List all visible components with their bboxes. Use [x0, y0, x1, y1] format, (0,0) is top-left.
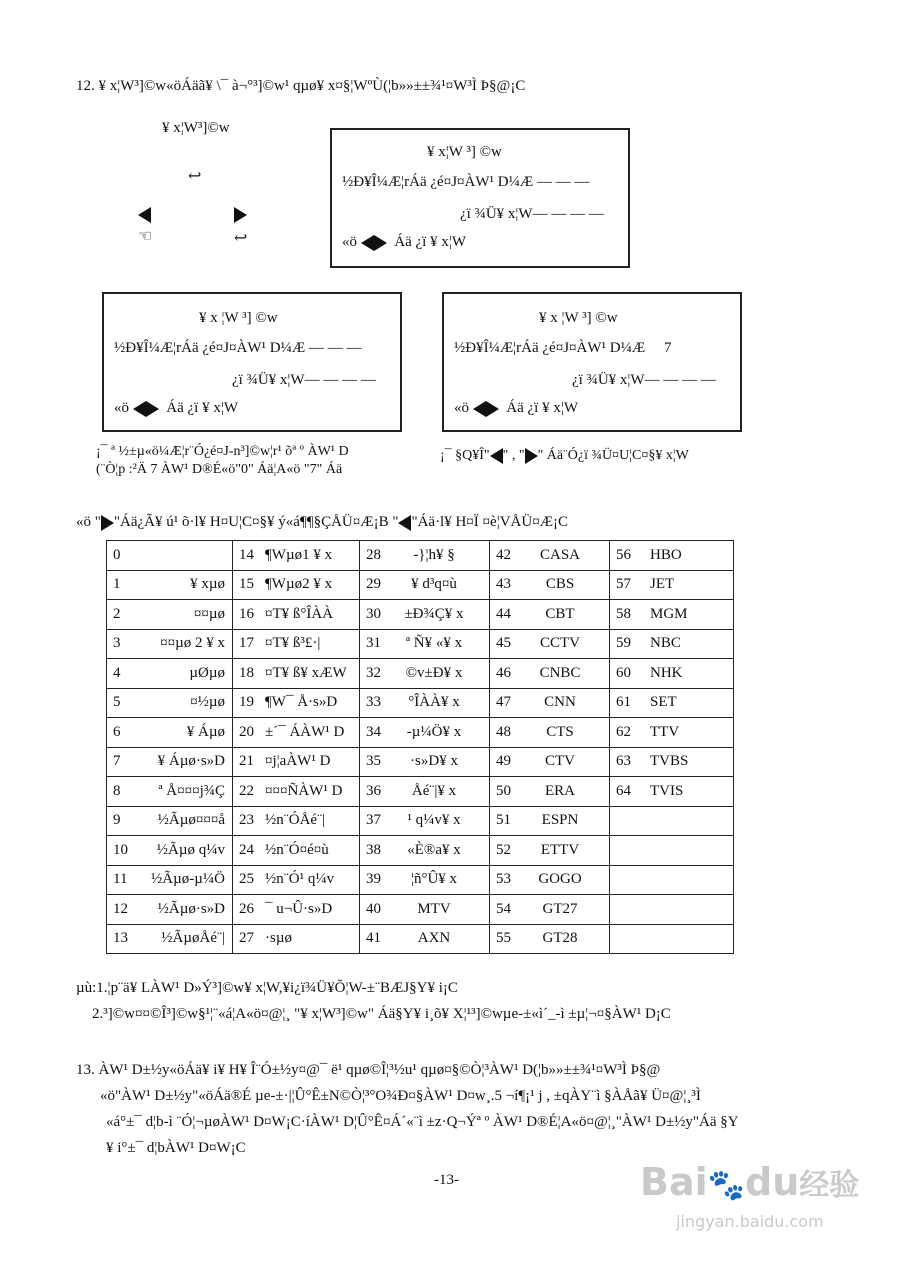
- channel-name: ERA: [545, 782, 575, 799]
- channel-name: CTS: [546, 723, 574, 740]
- table-row: [107, 718, 734, 748]
- channel-cell: [610, 629, 734, 659]
- channel-cell: [107, 895, 233, 925]
- osd-title: ¥ x¦W ³] ©w: [427, 144, 502, 160]
- channel-number: 4: [113, 664, 121, 681]
- channel-name: CTV: [545, 753, 575, 770]
- channel-name: ½n¨ÓÅé¨|: [265, 812, 326, 829]
- channel-name: AXN: [417, 930, 451, 947]
- instruction-line: «ö " "Áä¿Ã¥ ú¹ õ·l¥ H¤U¦C¤§¥ ý«á¶¶§ÇÅÜ¤Æ¡B " "Áä·l¥ H¤Ï ¤è¦VÅÜ¤Æ¡C: [76, 514, 569, 530]
- channel-cell: [107, 747, 233, 777]
- channel-cell: [360, 659, 490, 689]
- left-arrow-icon: [473, 401, 486, 417]
- channel-cell: [610, 541, 734, 571]
- channel-number: 27: [239, 930, 254, 947]
- channel-cell: [610, 777, 734, 807]
- channel-cell: [490, 718, 610, 748]
- channel-number: 16: [239, 605, 254, 622]
- channel-cell: [233, 600, 360, 630]
- channel-number: 41: [366, 930, 381, 947]
- channel-cell: [360, 865, 490, 895]
- channel-cell: [610, 747, 734, 777]
- channel-cell: [360, 806, 490, 836]
- channel-number: 58: [616, 605, 631, 622]
- osd-dash: — — —: [536, 174, 590, 190]
- channel-name: ETTV: [540, 841, 580, 858]
- channel-cell: [360, 895, 490, 925]
- channel-cell: [107, 777, 233, 807]
- channel-cell: [233, 836, 360, 866]
- channel-cell: [610, 865, 734, 895]
- channel-name: ½ÃµøÅé¨|: [161, 930, 225, 947]
- channel-cell: [490, 659, 610, 689]
- osd-line1: ½Ð¥Î¼Æ¦rÁä ¿é¤J¤ÀW¹ D¼Æ 7: [454, 340, 672, 356]
- channel-cell: [360, 924, 490, 954]
- channel-name: TVIS: [650, 782, 684, 799]
- channel-name: ¤½µø: [190, 694, 225, 711]
- channel-cell: [107, 718, 233, 748]
- osd-line1: ½Ð¥Î¼Æ¦rÁä ¿é¤J¤ÀW¹ D¼Æ — — —: [114, 340, 362, 356]
- q13-line4: ¥ i°±¯ d¦bÀW¹ D¤W¡C: [106, 1140, 246, 1156]
- channel-name: NBC: [650, 635, 681, 652]
- channel-number: 13: [113, 930, 128, 947]
- channel-cell: [360, 688, 490, 718]
- channel-cell: [233, 895, 360, 925]
- channel-number: 54: [496, 900, 511, 917]
- channel-cell: [233, 924, 360, 954]
- channel-number: 32: [366, 664, 381, 681]
- channel-cell: [233, 747, 360, 777]
- channel-name: -µ¼Ö¥ x: [406, 723, 462, 740]
- channel-number: 9: [113, 812, 121, 829]
- hand-icon: ☜: [138, 228, 153, 245]
- channel-name: ½Ãµø·s»D: [157, 900, 225, 917]
- channel-number: 3: [113, 635, 121, 652]
- channel-cell: [360, 600, 490, 630]
- channel-cell: [360, 777, 490, 807]
- channel-number: 19: [239, 694, 254, 711]
- watermark-logo: Bai🐾du经验: [640, 1160, 860, 1204]
- table-row: [107, 541, 734, 571]
- channel-name: CBS: [545, 576, 575, 593]
- q13-line1: 13. ÀW¹ D±½y«öÁä¥ i¥ H¥ Î¨Ó±½y¤@¯ ë¹ qµø©Î¦³½u¹ qµø¤§©Ò¦³ÀW¹ D(¦b»»±±¾¹¤W³Ì Þ§@: [76, 1062, 661, 1078]
- paw-icon: 🐾: [707, 1168, 745, 1203]
- q13-line2: «ö"ÀW¹ D±½y"«öÁä®É µe-±·|¦Û°Ê±N©Ò¦³°O¾Ð¤§ÀW¹ D¤w¸.5 ¬í¶¡¹ j , ±qÀY¨ì §ÀÅã¥ Ü¤@¦¸³Ì: [100, 1088, 701, 1104]
- channel-name: -}¦h¥ §: [413, 546, 455, 563]
- channel-number: 10: [113, 841, 128, 858]
- channel-number: 62: [616, 723, 631, 740]
- channel-number: 63: [616, 753, 631, 770]
- channel-cell: [610, 570, 734, 600]
- channel-number: 46: [496, 664, 511, 681]
- channel-name: ¥ xµø: [190, 576, 225, 593]
- channel-number: 47: [496, 694, 511, 711]
- left-arrow-icon: [138, 206, 151, 224]
- channel-number: 25: [239, 871, 254, 888]
- channel-name: ¤T¥ ß°ÎÀÀ: [265, 605, 334, 622]
- table-row: [107, 747, 734, 777]
- osd-box-left: [102, 292, 402, 432]
- q12-title: 12. ¥ x¦W³]©w«öÁäã¥ \¯ à¬°³]©w¹ qµø¥ x¤§¦WºÙ(¦b»»±±¾¹¤W³Ì Þ§@¡C: [76, 78, 526, 94]
- channel-cell: [490, 600, 610, 630]
- osd-line2: ¿ï ¾Ü¥ x¦W— — — —: [460, 206, 604, 222]
- channel-name: ª Å¤¤¤j¾Ç: [158, 782, 225, 799]
- channel-name: ¤¤µø 2 ¥ x: [160, 635, 225, 652]
- channel-number: 45: [496, 635, 511, 652]
- channel-table: [106, 540, 734, 954]
- channel-cell: [610, 895, 734, 925]
- osd-title: ¥ x ¦W ³] ©w: [539, 310, 618, 326]
- channel-number: 60: [616, 664, 631, 681]
- channel-number: 31: [366, 635, 381, 652]
- channel-cell: [610, 600, 734, 630]
- osd-channel-value: 7: [663, 340, 672, 356]
- channel-number: 23: [239, 812, 254, 829]
- channel-name: ¤¤¤ÑÀW¹ D: [265, 782, 343, 799]
- channel-cell: [610, 688, 734, 718]
- diagram-label: ¥ x¦W³]©w: [162, 120, 230, 136]
- osd-dash: — — — —: [644, 372, 716, 388]
- channel-name: MTV: [417, 900, 451, 917]
- table-row: [107, 924, 734, 954]
- channel-number: 49: [496, 753, 511, 770]
- osd-dash: — — — —: [304, 372, 376, 388]
- channel-number: 38: [366, 841, 381, 858]
- channel-cell: [233, 629, 360, 659]
- osd-box-right: [442, 292, 742, 432]
- channel-number: 39: [366, 871, 381, 888]
- channel-name: ½n¨Ó¤é¤ù: [265, 841, 329, 858]
- channel-name: ½n¨Ó¹ q¼v: [265, 871, 335, 888]
- channel-name: CBT: [545, 605, 575, 622]
- channel-name: ·sµø: [265, 930, 292, 947]
- channel-cell: [360, 718, 490, 748]
- channel-name: CNN: [544, 694, 576, 711]
- channel-cell: [490, 924, 610, 954]
- channel-name: NHK: [650, 664, 683, 681]
- right-arrow-icon: [374, 235, 387, 251]
- channel-cell: [360, 629, 490, 659]
- channel-number: 35: [366, 753, 381, 770]
- channel-cell: [490, 541, 610, 571]
- channel-name: ¦ñ°Û¥ x: [410, 871, 458, 888]
- channel-name: ª Ñ¥ «¥ x: [405, 635, 463, 652]
- osd-line2: ¿ï ¾Ü¥ x¦W— — — —: [572, 372, 716, 388]
- channel-cell: [360, 836, 490, 866]
- channel-cell: [233, 659, 360, 689]
- channel-name: ¶Wµø1 ¥ x: [265, 546, 333, 563]
- channel-cell: [107, 688, 233, 718]
- channel-number: 5: [113, 694, 121, 711]
- channel-number: 22: [239, 782, 254, 799]
- table-row: [107, 806, 734, 836]
- channel-number: 59: [616, 635, 631, 652]
- channel-name: ±´¯ ÁÀW¹ D: [265, 723, 345, 740]
- osd-title: ¥ x ¦W ³] ©w: [199, 310, 278, 326]
- note-2: 2.³]©w¤¤©Î³]©w§¹¦¨«á¦A«ö¤@¦¸ "¥ x¦W³]©w" Áä§Y¥ i¸õ¥ X¦¹³]©wµe-±«ì´_-ì ±µ¦¬¤§ÀW¹ D¡C: [92, 1006, 671, 1022]
- channel-cell: [107, 600, 233, 630]
- channel-cell: [233, 541, 360, 571]
- channel-name: GT27: [542, 900, 578, 917]
- channel-name: MGM: [650, 605, 688, 622]
- channel-name: Åé¨|¥ x: [411, 782, 457, 799]
- channel-number: 43: [496, 576, 511, 593]
- channel-number: 29: [366, 576, 381, 593]
- channel-number: 15: [239, 576, 254, 593]
- caption-left-1: ¡¯ ª ½±µ«ö¼Æ¦r¨Ó¿é¤J-n³]©w¦r¹ õª º ÀW¹ D: [96, 444, 349, 459]
- channel-cell: [360, 747, 490, 777]
- channel-name: ¤¤µø: [193, 605, 225, 622]
- channel-cell: [610, 924, 734, 954]
- channel-number: 20: [239, 723, 254, 740]
- channel-name: ½Ãµø-µ¼Ö: [151, 871, 225, 888]
- channel-name: SET: [650, 694, 677, 711]
- right-arrow-icon: [101, 515, 114, 531]
- channel-name: GT28: [542, 930, 578, 947]
- channel-cell: [107, 865, 233, 895]
- channel-name: ¯ u¬Û·s»D: [265, 900, 333, 917]
- osd-line3: «ö Áä ¿ï ¥ x¦W: [454, 400, 578, 416]
- watermark-url: jingyan.baidu.com: [676, 1212, 824, 1231]
- channel-name: GOGO: [538, 871, 582, 888]
- channel-cell: [490, 895, 610, 925]
- left-arrow-icon: [133, 401, 146, 417]
- channel-number: 26: [239, 900, 254, 917]
- channel-name: ¤T¥ ß³£·|: [265, 635, 321, 652]
- channel-number: 50: [496, 782, 511, 799]
- osd-dash: — — — —: [532, 206, 604, 222]
- caption-left-2: (¨Ò¦p :²Ä 7 ÀW¹ D®É«ö"0" Áä¦A«ö "7" Áä: [96, 462, 343, 477]
- page-number: -13-: [434, 1172, 459, 1188]
- note-1: µù:1.¦p¨ä¥ LÀW¹ D»Ý³]©w¥ x¦W,¥i¿ï¾Ü¥Õ¦W-±¨BÆJ§Y¥ i¡C: [76, 980, 458, 996]
- channel-number: 53: [496, 871, 511, 888]
- channel-number: 0: [113, 546, 121, 563]
- right-arrow-icon: [234, 206, 247, 224]
- channel-number: 11: [113, 871, 128, 888]
- channel-cell: [107, 659, 233, 689]
- channel-number: 42: [496, 546, 511, 563]
- channel-cell: [360, 541, 490, 571]
- left-arrow-icon: [398, 515, 411, 531]
- channel-number: 44: [496, 605, 511, 622]
- channel-name: ¥ Áµø: [186, 723, 225, 740]
- channel-number: 33: [366, 694, 381, 711]
- table-row: [107, 629, 734, 659]
- right-arrow-icon: [486, 401, 499, 417]
- q13-line3: «á°±¯ d¦b-ì ¨Ó¦¬µøÀW¹ D¤W¡C·íÀW¹ D¦Û°Ê¤Á´«¨ì ±z·Q¬Ýª º ÀW¹ D®É¦A«ö¤@¦¸"ÀW¹ D±½y"Áä §Y: [106, 1114, 739, 1130]
- right-arrow-icon: [146, 401, 159, 417]
- channel-cell: [233, 777, 360, 807]
- osd-line1: ½Ð¥Î¼Æ¦rÁä ¿é¤J¤ÀW¹ D¼Æ — — —: [342, 174, 590, 190]
- channel-number: 1: [113, 576, 121, 593]
- channel-name: ESPN: [541, 812, 579, 829]
- osd-box-top: [330, 128, 630, 268]
- table-row: [107, 865, 734, 895]
- channel-name: ¶W¯ Å·s»D: [265, 694, 338, 711]
- channel-name: ¹ q¼v¥ x: [407, 812, 461, 829]
- table-row: [107, 777, 734, 807]
- channel-cell: [610, 718, 734, 748]
- return-icon: ↩: [188, 168, 202, 185]
- osd-dash: — — —: [308, 340, 362, 356]
- channel-cell: [490, 777, 610, 807]
- channel-name: CCTV: [539, 635, 580, 652]
- channel-number: 61: [616, 694, 631, 711]
- table-row: [107, 600, 734, 630]
- channel-name: ©v±Ð¥ x: [405, 664, 463, 681]
- channel-name: °ÎÀÀ¥ x: [408, 694, 460, 711]
- channel-number: 57: [616, 576, 631, 593]
- channel-cell: [107, 806, 233, 836]
- channel-number: 52: [496, 841, 511, 858]
- channel-name: ¤T¥ ß¥ xÆW: [265, 664, 347, 681]
- channel-number: 40: [366, 900, 381, 917]
- osd-line3: «ö Áä ¿ï ¥ x¦W: [342, 234, 466, 250]
- channel-number: 14: [239, 546, 254, 563]
- channel-cell: [610, 659, 734, 689]
- left-arrow-icon: [490, 448, 503, 464]
- channel-name: «È®a¥ x: [407, 841, 461, 858]
- channel-name: ·s»D¥ x: [410, 753, 458, 770]
- channel-name: JET: [650, 576, 675, 593]
- channel-cell: [490, 747, 610, 777]
- channel-name: TTV: [650, 723, 680, 740]
- left-arrow-icon: [361, 235, 374, 251]
- osd-line3: «ö Áä ¿ï ¥ x¦W: [114, 400, 238, 416]
- channel-cell: [107, 629, 233, 659]
- osd-line2: ¿ï ¾Ü¥ x¦W— — — —: [232, 372, 376, 388]
- channel-cell: [610, 836, 734, 866]
- channel-cell: [610, 806, 734, 836]
- channel-number: 21: [239, 753, 254, 770]
- channel-name: ¥ d³q¤ù: [411, 576, 457, 593]
- channel-number: 17: [239, 635, 254, 652]
- channel-cell: [233, 570, 360, 600]
- channel-name: ±Ð¾Ç¥ x: [404, 605, 464, 622]
- channel-name: ¥ Áµø·s»D: [157, 753, 225, 770]
- channel-number: 18: [239, 664, 254, 681]
- channel-number: 64: [616, 782, 631, 799]
- table-row: [107, 688, 734, 718]
- channel-name: TVBS: [650, 753, 689, 770]
- channel-cell: [490, 570, 610, 600]
- channel-cell: [233, 865, 360, 895]
- channel-cell: [490, 836, 610, 866]
- channel-cell: [490, 688, 610, 718]
- channel-number: 56: [616, 546, 631, 563]
- channel-number: 7: [113, 753, 121, 770]
- table-row: [107, 659, 734, 689]
- channel-cell: [490, 865, 610, 895]
- caption-right: ¡¯ §Q¥Î" " , " " Áä¨Ó¿ï ¾Ü¤U¦C¤§¥ x¦W: [440, 448, 689, 464]
- channel-number: 8: [113, 782, 121, 799]
- channel-name: CASA: [539, 546, 580, 563]
- channel-number: 2: [113, 605, 121, 622]
- channel-number: 24: [239, 841, 254, 858]
- channel-cell: [360, 570, 490, 600]
- channel-number: 48: [496, 723, 511, 740]
- table-row: [107, 895, 734, 925]
- channel-number: 6: [113, 723, 121, 740]
- channel-name: ¶Wµø2 ¥ x: [265, 576, 333, 593]
- channel-number: 51: [496, 812, 511, 829]
- channel-number: 37: [366, 812, 381, 829]
- channel-cell: [107, 924, 233, 954]
- channel-name: ½Ãµø¤¤¤å: [157, 812, 225, 829]
- channel-name: ½Ãµø q¼v: [156, 841, 225, 858]
- channel-cell: [107, 836, 233, 866]
- channel-number: 55: [496, 930, 511, 947]
- return-icon-right: ↩: [234, 230, 248, 247]
- channel-cell: [490, 629, 610, 659]
- channel-cell: [233, 806, 360, 836]
- right-arrow-icon: [525, 448, 538, 464]
- channel-cell: [107, 570, 233, 600]
- channel-number: 34: [366, 723, 381, 740]
- channel-cell: [490, 806, 610, 836]
- channel-name: HBO: [650, 546, 682, 563]
- channel-cell: [233, 718, 360, 748]
- channel-name: ¤j¦aÀW¹ D: [265, 753, 331, 770]
- channel-cell: [233, 688, 360, 718]
- table-row: [107, 836, 734, 866]
- channel-number: 30: [366, 605, 381, 622]
- channel-number: 36: [366, 782, 381, 799]
- table-row: [107, 570, 734, 600]
- channel-number: 28: [366, 546, 381, 563]
- channel-number: 12: [113, 900, 128, 917]
- channel-name: CNBC: [539, 664, 581, 681]
- channel-name: µØµø: [189, 664, 225, 681]
- channel-cell: [107, 541, 233, 571]
